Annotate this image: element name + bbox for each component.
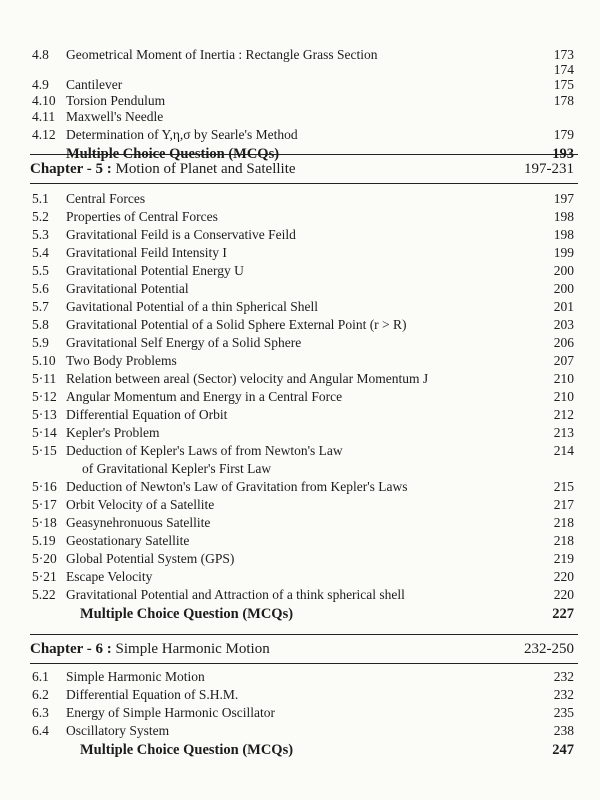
- toc-row: [0, 64, 600, 76]
- section-title: Determination of Y,η,σ by Searle's Method: [66, 127, 298, 142]
- section-title: Global Potential System (GPS): [66, 551, 235, 566]
- section-title: Gravitational Feild is a Conservative Feild: [66, 227, 296, 242]
- chapter-4-tail: [0, 46, 600, 164]
- page-number: 200: [553, 263, 574, 278]
- section-title: Orbit Velocity of a Satellite: [66, 497, 215, 512]
- page-number: 210: [553, 389, 574, 404]
- toc-row: [0, 370, 600, 388]
- section-number: 5.6: [32, 281, 49, 296]
- section-number: 4.8: [32, 47, 49, 62]
- section-title: Gravitational Feild Intensity I: [66, 245, 227, 260]
- page-number: 178: [553, 93, 574, 108]
- page-number: 232: [553, 687, 574, 702]
- toc-row: [0, 108, 600, 126]
- section-title: Relation between areal (Sector) velocity and Angular Momentum J: [66, 371, 429, 386]
- section-title: Angular Momentum and Energy in a Central Force: [66, 389, 343, 404]
- page-number: 198: [553, 227, 574, 242]
- page-number: 218: [553, 533, 574, 548]
- chapter-6-header: [30, 634, 578, 664]
- page-number: 210: [553, 371, 574, 386]
- section-number: 4.10: [32, 93, 56, 108]
- section-title: Simple Harmonic Motion: [66, 669, 205, 684]
- toc-row: [0, 126, 600, 144]
- page-number: 175: [553, 77, 574, 92]
- toc-row: [0, 352, 600, 370]
- mcq-title: Multiple Choice Question (MCQs): [80, 742, 294, 758]
- page-number: 238: [553, 723, 574, 738]
- toc-row: [0, 76, 600, 94]
- page-number: 206: [553, 335, 574, 350]
- chapter-page-range: 197-231: [524, 161, 574, 177]
- section-number: 5.7: [32, 299, 49, 314]
- section-number: 5·16: [32, 479, 57, 494]
- section-title: Differential Equation of Orbit: [66, 407, 228, 422]
- section-number: 6.1: [32, 669, 49, 684]
- chapter-title: Simple Harmonic Motion: [115, 641, 270, 657]
- page-number: 213: [553, 425, 574, 440]
- section-title: Gavitational Potential of a thin Spherical Shell: [66, 299, 318, 314]
- section-number: 5.1: [32, 191, 49, 206]
- section-number: 5·18: [32, 515, 57, 530]
- section-number: 6.2: [32, 687, 49, 702]
- mcq-title: Multiple Choice Question (MCQs): [80, 606, 294, 622]
- page-number: 200: [553, 281, 574, 296]
- section-title: Central Forces: [66, 191, 146, 206]
- section-number: 4.12: [32, 127, 56, 142]
- toc-row: [0, 668, 600, 686]
- section-title: Kepler's Problem: [66, 425, 160, 440]
- section-number: 5.19: [32, 533, 56, 548]
- page-number: 215: [553, 479, 574, 494]
- section-number: 5.10: [32, 353, 56, 368]
- toc-row: [0, 94, 600, 108]
- toc-row: [0, 298, 600, 316]
- page-number: 219: [553, 551, 574, 566]
- section-title: Two Body Problems: [66, 353, 177, 368]
- section-title: Maxwell's Needle: [66, 109, 164, 124]
- section-title: Gravitational Potential and Attraction of a think spherical shell: [66, 587, 405, 602]
- page-number: 174: [553, 62, 574, 77]
- section-title: of Gravitational Kepler's First Law: [82, 461, 272, 476]
- toc-row: [0, 722, 600, 740]
- page-number: 173: [553, 47, 574, 62]
- section-number: 5.4: [32, 245, 49, 260]
- chapter-title: Motion of Planet and Satellite: [115, 161, 296, 177]
- toc-row: [0, 532, 600, 550]
- section-title: Geometrical Moment of Inertia : Rectangle Grass Section: [66, 47, 378, 62]
- toc-row: [0, 280, 600, 298]
- chapter-6-list: [0, 668, 600, 760]
- chapter-label: Chapter - 5 :: [30, 161, 112, 177]
- section-number: 5·15: [32, 443, 57, 458]
- toc-row: [0, 406, 600, 424]
- page-number: 217: [553, 497, 574, 512]
- toc-row: [0, 460, 600, 478]
- section-title: Differential Equation of S.H.M.: [66, 687, 239, 702]
- section-number: 5·14: [32, 425, 57, 440]
- section-title: Properties of Central Forces: [66, 209, 218, 224]
- page-number: 203: [553, 317, 574, 332]
- section-number: 5.22: [32, 587, 56, 602]
- section-number: 5·17: [32, 497, 57, 512]
- toc-row: [0, 424, 600, 442]
- section-number: 5.9: [32, 335, 49, 350]
- section-number: 5.2: [32, 209, 49, 224]
- section-title: Gravitational Self Energy of a Solid Sphere: [66, 335, 302, 350]
- page-number: 201: [553, 299, 574, 314]
- toc-row: [0, 442, 600, 460]
- section-number: 4.9: [32, 77, 49, 92]
- section-title: Geasynehronuous Satellite: [66, 515, 211, 530]
- section-number: 4.11: [32, 109, 56, 124]
- chapter-page-range: 232-250: [524, 641, 574, 657]
- page-number: 199: [553, 245, 574, 260]
- toc-row: [0, 686, 600, 704]
- chapter-5-list: [0, 190, 600, 624]
- section-title: Deduction of Kepler's Laws of from Newton's Law: [66, 443, 343, 458]
- section-number: 5.8: [32, 317, 49, 332]
- section-number: 5·20: [32, 551, 57, 566]
- toc-row: [0, 46, 600, 64]
- mcq-title: Multiple Choice Question (MCQs): [66, 146, 280, 162]
- page-number: 218: [553, 515, 574, 530]
- section-number: 5.3: [32, 227, 49, 242]
- page-number: 212: [553, 407, 574, 422]
- toc-row: [0, 496, 600, 514]
- toc-row: [0, 334, 600, 352]
- page-number: 207: [553, 353, 574, 368]
- page-number: 232: [553, 669, 574, 684]
- toc-row: [0, 208, 600, 226]
- page-number: 235: [553, 705, 574, 720]
- section-number: 5·12: [32, 389, 57, 404]
- section-number: 5·11: [32, 371, 57, 386]
- section-title: Gravitational Potential Energy U: [66, 263, 244, 278]
- section-number: 6.4: [32, 723, 49, 738]
- section-title: Escape Velocity: [66, 569, 153, 584]
- toc-row: [0, 550, 600, 568]
- chapter-label: Chapter - 6 :: [30, 641, 112, 657]
- toc-row: [0, 316, 600, 334]
- page-number: 227: [552, 606, 574, 622]
- page-number: 198: [553, 209, 574, 224]
- toc-row: [0, 568, 600, 586]
- section-title: Geostationary Satellite: [66, 533, 190, 548]
- toc-row: [0, 244, 600, 262]
- section-number: 5·21: [32, 569, 57, 584]
- mcq-row: [0, 604, 600, 624]
- page-number: 220: [553, 569, 574, 584]
- section-title: Gravitational Potential: [66, 281, 189, 296]
- section-number: 5·13: [32, 407, 57, 422]
- toc-row: [0, 190, 600, 208]
- mcq-row: [0, 740, 600, 760]
- toc-row: [0, 478, 600, 496]
- section-number: 6.3: [32, 705, 49, 720]
- page-number: 220: [553, 587, 574, 602]
- section-title: Oscillatory System: [66, 723, 170, 738]
- section-title: Gravitational Potential of a Solid Sphere External Point (r > R): [66, 317, 407, 332]
- toc-row: [0, 514, 600, 532]
- chapter-5-header: [30, 154, 578, 184]
- section-title: Deduction of Newton's Law of Gravitation from Kepler's Laws: [66, 479, 408, 494]
- section-title: Cantilever: [66, 77, 123, 92]
- toc-row: [0, 388, 600, 406]
- page-number: 193: [552, 146, 574, 162]
- page-number: 214: [553, 443, 574, 458]
- toc-row: [0, 226, 600, 244]
- section-title: Energy of Simple Harmonic Oscillator: [66, 705, 275, 720]
- toc-row: [0, 704, 600, 722]
- page-number: 247: [552, 742, 574, 758]
- section-title: Torsion Pendulum: [66, 93, 166, 108]
- page-number: 197: [553, 191, 574, 206]
- toc-row: [0, 586, 600, 604]
- section-number: 5.5: [32, 263, 49, 278]
- toc-row: [0, 262, 600, 280]
- page-number: 179: [553, 127, 574, 142]
